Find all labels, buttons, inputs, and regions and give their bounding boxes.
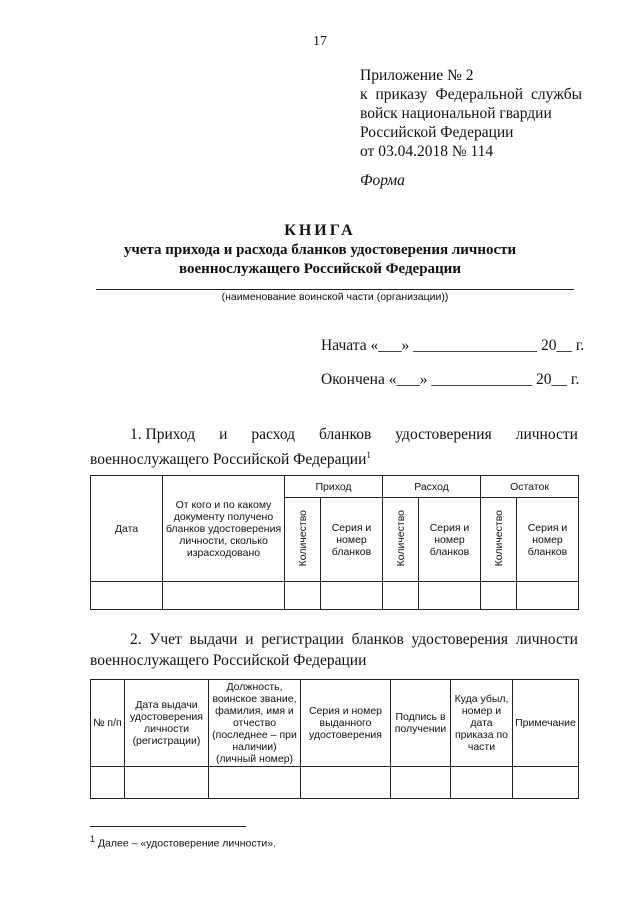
- table-cell: [451, 767, 513, 799]
- group-expense: Расход: [383, 476, 481, 498]
- appendix-word: Федеральной: [435, 86, 524, 103]
- table-row: [91, 582, 579, 610]
- unit-name-caption: (наименование воинской части (организации)): [221, 291, 449, 303]
- section-word: удостоверения: [395, 426, 492, 443]
- table-cell: [91, 767, 125, 799]
- footnote-text: Далее – «удостоверение личности».: [95, 837, 277, 850]
- appendix-word: приказу: [375, 86, 428, 103]
- group-income: Приход: [285, 476, 383, 498]
- started-date-line: Начата «___» ________________ 20__ г.: [321, 337, 585, 354]
- col-person: Должность, воинское звание, фамилия, имя и отчество (последнее – при наличии) (личный номер): [209, 680, 301, 767]
- section-word: и: [245, 631, 254, 648]
- table-row: [91, 767, 579, 799]
- col-date: Дата: [91, 476, 163, 582]
- sub-quantity-text: Количество: [492, 509, 505, 567]
- section-word: регистрации: [261, 631, 344, 648]
- page-number: 17: [313, 34, 327, 49]
- sub-series: Серия и номер бланков: [419, 498, 481, 582]
- footnote-mark: 1: [90, 834, 96, 844]
- table-cell: [481, 582, 517, 610]
- col-source: От кого и по какому документу получено бланков удостоверения личности, сколько израсходовано: [163, 476, 285, 582]
- section-word: выдачи: [189, 631, 238, 648]
- section-1-heading: [90, 424, 578, 470]
- table-cell: [91, 582, 163, 610]
- document-title: КНИГА: [284, 222, 356, 239]
- section-word: 1. Приход: [130, 426, 196, 443]
- col-series: Серия и номер выданного удостоверения: [301, 680, 391, 767]
- subtitle-line: учета прихода и расхода бланков удостоверения личности: [123, 242, 517, 258]
- col-number: № п/п: [91, 680, 125, 767]
- section-1-text: военнослужащего Российской Федерации: [90, 451, 367, 469]
- appendix-line: Российской Федерации: [360, 124, 514, 141]
- appendix-line: Приложение № 2: [360, 67, 474, 84]
- form-label: Форма: [360, 172, 405, 189]
- section-word: личности: [515, 631, 578, 648]
- section-word: и: [219, 426, 228, 443]
- section-word: удостоверения: [411, 631, 508, 648]
- ended-date-line: Окончена «___» _____________ 20__ г.: [321, 371, 580, 388]
- section-2-line: военнослужащего Российской Федерации: [90, 652, 367, 669]
- sub-quantity-text: Количество: [394, 509, 407, 567]
- appendix-line: от 03.04.2018 № 114: [360, 143, 494, 160]
- appendix-word: к: [360, 86, 368, 103]
- table-cell: [383, 582, 419, 610]
- sub-quantity: [383, 498, 419, 582]
- table-cell: [285, 582, 321, 610]
- sub-quantity: [285, 498, 321, 582]
- col-notes: Примечание: [513, 680, 579, 767]
- col-issue-date: Дата выдачи удостоверения личности (регистрации): [125, 680, 209, 767]
- section-1-line: [90, 424, 578, 445]
- appendix-word: службы: [531, 86, 582, 103]
- section-2-heading: [90, 629, 578, 671]
- footnote-reference: 1: [366, 450, 371, 460]
- income-expense-table: [90, 475, 579, 610]
- sub-quantity-text: Количество: [296, 509, 309, 567]
- issuance-table: [90, 679, 579, 799]
- table-cell: [513, 767, 579, 799]
- sub-series: Серия и номер бланков: [517, 498, 579, 582]
- footnote-separator: [90, 826, 246, 827]
- col-departure: Куда убыл, номер и дата приказа по части: [451, 680, 513, 767]
- table-cell: [125, 767, 209, 799]
- section-1-line: [90, 445, 578, 470]
- appendix-line: войск национальной гвардии: [360, 105, 552, 122]
- section-word: расход: [251, 426, 296, 443]
- section-2-line: [90, 629, 578, 650]
- section-word: бланков: [319, 426, 372, 443]
- appendix-block: [360, 66, 582, 161]
- section-word: личности: [515, 426, 578, 443]
- sub-series: Серия и номер бланков: [321, 498, 383, 582]
- table-cell: [517, 582, 579, 610]
- sub-quantity: [481, 498, 517, 582]
- section-word: 2.: [130, 631, 142, 648]
- appendix-line: [360, 85, 582, 104]
- footnote: [90, 834, 276, 850]
- subtitle-line: военнослужащего Российской Федерации: [179, 261, 461, 277]
- table-cell: [419, 582, 481, 610]
- table-cell: [163, 582, 285, 610]
- table-cell: [209, 767, 301, 799]
- table-cell: [301, 767, 391, 799]
- section-word: бланков: [351, 631, 404, 648]
- group-balance: Остаток: [481, 476, 579, 498]
- unit-name-line: [96, 289, 574, 290]
- document-subtitle: [0, 241, 640, 279]
- col-signature: Подпись в получении: [391, 680, 451, 767]
- table-cell: [391, 767, 451, 799]
- section-word: Учет: [149, 631, 182, 648]
- table-cell: [321, 582, 383, 610]
